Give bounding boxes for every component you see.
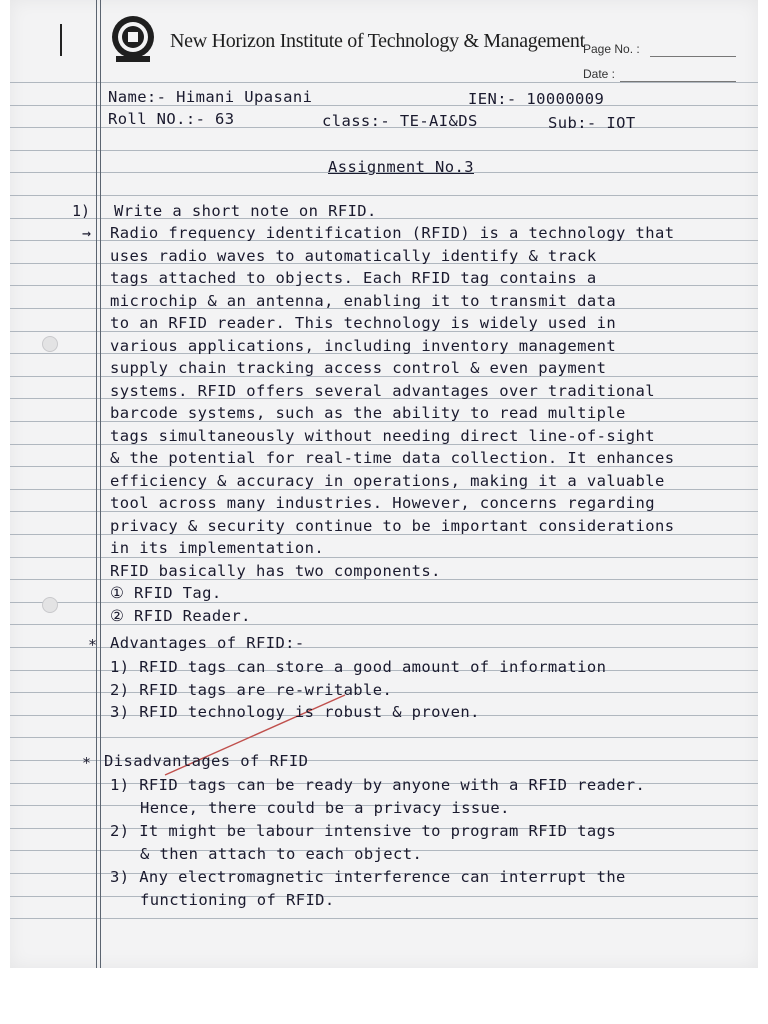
advantage-item: 2) RFID tags are re-writable. [110,680,393,699]
notebook-page [10,0,758,968]
date-line [620,81,736,82]
answer-line: privacy & security continue to be important considerations [110,516,675,535]
disadvantage-item: 2) It might be labour intensive to program RFID tags [110,822,617,840]
question-number: 1) [72,202,91,220]
ruled-line [10,602,758,603]
subject: Sub:- IOT [548,114,636,132]
answer-line: tool across many industries. However, concerns regarding [110,494,655,512]
answer-line: supply chain tracking access control & even payment [110,359,607,377]
date-label: Date : [583,67,616,81]
disadvantage-item: 3) Any electromagnetic interference can interrupt the [110,868,626,886]
ruled-line [10,557,758,558]
header-bar [60,24,62,56]
answer-line: ② RFID Reader. [110,606,251,625]
answer-line: tags attached to objects. Each RFID tag contains a [110,269,597,287]
ruled-line [10,150,758,151]
answer-line: systems. RFID offers several advantages over traditional [110,381,655,400]
disadvantage-item: functioning of RFID. [140,891,335,909]
institute-logo-icon [108,14,158,64]
margin-line-left-2 [100,0,101,968]
page-no-line [650,56,736,57]
disadvantage-item: & then attach to each object. [140,845,423,863]
advantages-heading: Advantages of RFID:- [110,634,305,652]
ruled-line [10,82,758,83]
roll-number: Roll NO.:- 63 [108,110,235,128]
ruled-line [10,195,758,196]
answer-line: tags simultaneously without needing direct line-of-sight [110,426,655,445]
answer-arrow-icon: → [82,224,92,242]
ruled-line [10,896,758,897]
student-name: Name:- Himani Upasani [108,88,313,106]
answer-line: Radio frequency identification (RFID) is a technology that [110,224,675,242]
answer-line: ① RFID Tag. [110,584,222,602]
advantages-bullet: * [88,636,98,654]
margin-line-left [96,0,97,968]
answer-line: & the potential for real-time data collection. It enhances [110,449,675,467]
binding-hole [42,597,58,613]
assignment-title: Assignment No.3 [328,158,474,176]
disadvantages-bullet: * [82,754,92,772]
answer-line: various applications, including inventory management [110,336,617,355]
student-ien: IEN:- 10000009 [468,90,605,108]
institute-name: New Horizon Institute of Technology & Management [170,30,585,52]
question-text: Write a short note on RFID. [114,202,377,220]
binding-hole [42,336,58,352]
ruled-line [10,918,758,919]
disadvantages-heading: Disadvantages of RFID [104,752,309,770]
answer-line: barcode systems, such as the ability to read multiple [110,404,626,422]
answer-line: in its implementation. [110,539,325,557]
answer-line: to an RFID reader. This technology is widely used in [110,314,617,332]
answer-line: RFID basically has two components. [110,561,441,580]
disadvantage-item: 1) RFID tags can be ready by anyone with a RFID reader. [110,776,646,794]
advantage-item: 1) RFID tags can store a good amount of information [110,658,607,676]
answer-line: uses radio waves to automatically identify & track [110,246,597,265]
page-no-label: Page No. : [583,42,640,56]
answer-line: microchip & an antenna, enabling it to transmit data [110,291,617,310]
student-class: class:- TE-AI&DS [322,112,478,130]
disadvantage-item: Hence, there could be a privacy issue. [140,799,510,817]
advantage-item: 3) RFID technology is robust & proven. [110,703,480,721]
answer-line: efficiency & accuracy in operations, making it a valuable [110,471,665,490]
ruled-line [10,737,758,738]
